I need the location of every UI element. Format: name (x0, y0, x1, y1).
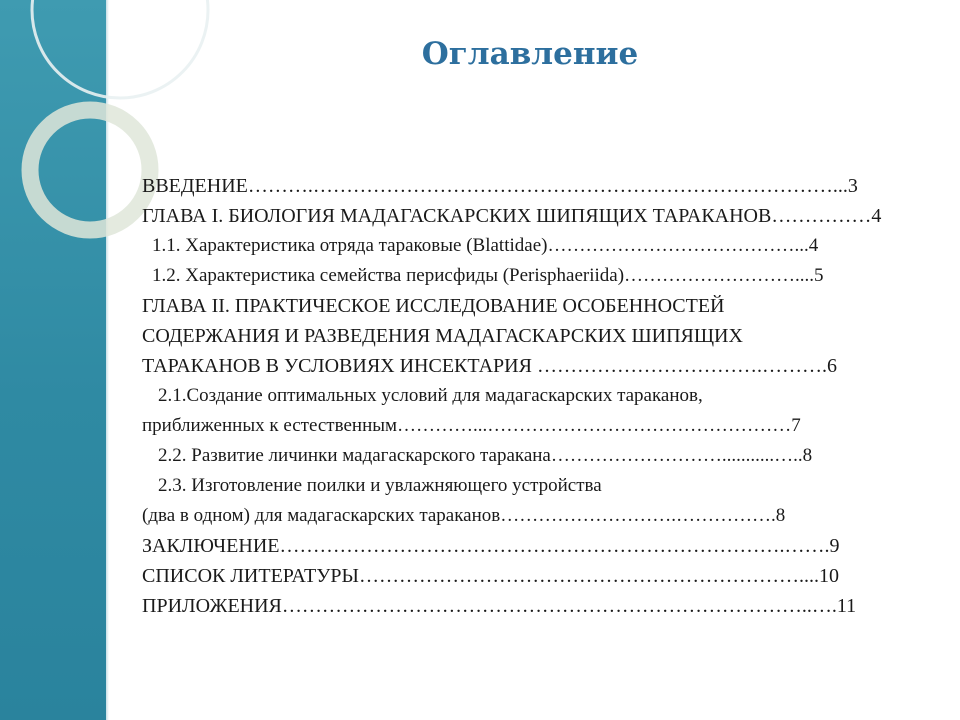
toc-entry-appendices: ПРИЛОЖЕНИЯ……………………………………………………………………..….11 (142, 595, 857, 617)
toc-entry-section-2-1-line-1: 2.1.Создание оптимальных условий для мадагаскарских тараканов, (158, 385, 703, 406)
toc-entry-section-2-1-line-2: приближенных к естественным…………...…………………………………………7 (142, 415, 801, 436)
toc-entry-section-1-1: 1.1. Характеристика отряда тараковые (Blattidae)…………………………………...4 (152, 235, 819, 256)
toc-entry-section-2-3-line-1: 2.3. Изготовление поилки и увлажняющего устройства (158, 475, 602, 496)
slide-title: Оглавление (421, 36, 639, 72)
toc-entry-chapter-2-line-3: ТАРАКАНОВ В УСЛОВИЯХ ИНСЕКТАРИЯ …………………………….……….6 (142, 355, 837, 377)
table-of-contents (142, 171, 932, 621)
toc-entry-section-2-3-line-2: (два в одном) для мадагаскарских тараканов……………………….…………….8 (142, 505, 786, 526)
toc-entry-chapter-2-line-2: СОДЕРЖАНИЯ И РАЗВЕДЕНИЯ МАДАГАСКАРСКИХ ШИПЯЩИХ (142, 325, 743, 347)
toc-entry-section-2-2: 2.2. Развитие личинки мадагаскарского таракана………………………...........…..8 (158, 445, 813, 466)
toc-entry-introduction: ВВЕДЕНИЕ……….……………………………………………………………………...3 (142, 175, 858, 197)
toc-entry-references: СПИСОК ЛИТЕРАТУРЫ…………………………………………………………....10 (142, 565, 839, 587)
toc-entry-conclusion: ЗАКЛЮЧЕНИЕ………………………………………………………………….…….9 (142, 535, 840, 557)
toc-entry-section-1-2: 1.2. Характеристика семейства перисфиды (Perisphaeriida)………………………....5 (152, 265, 824, 286)
toc-entry-chapter-2-line-1: ГЛАВА II. ПРАКТИЧЕСКОЕ ИССЛЕДОВАНИЕ ОСОБЕННОСТЕЙ (142, 295, 725, 317)
toc-entry-chapter-1: ГЛАВА I. БИОЛОГИЯ МАДАГАСКАРСКИХ ШИПЯЩИХ ТАРАКАНОВ……………4 (142, 205, 882, 227)
